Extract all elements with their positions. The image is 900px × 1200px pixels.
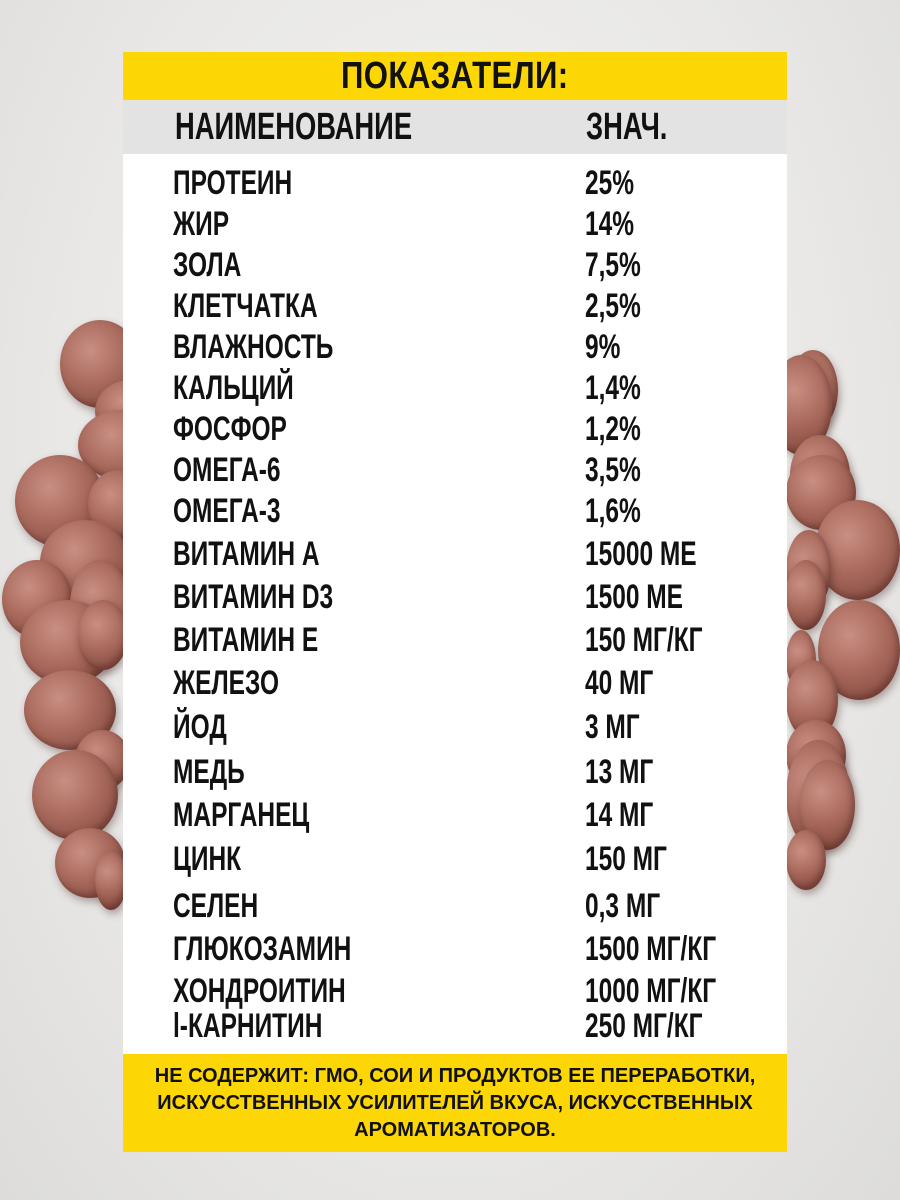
- row-name: ВЛАЖНОСТЬ: [173, 328, 334, 366]
- row-name: ЖИР: [173, 205, 230, 243]
- table-row: [123, 664, 787, 704]
- table-row: [123, 246, 787, 286]
- table-row: [123, 328, 787, 368]
- row-name: МЕДЬ: [173, 753, 245, 791]
- footer-bar: [123, 1054, 787, 1152]
- row-value: 2,5%: [585, 287, 641, 325]
- row-value: 0,3 МГ: [585, 887, 661, 925]
- row-value: 13 МГ: [585, 753, 654, 791]
- row-name: ЗОЛА: [173, 246, 242, 284]
- table-row: [123, 535, 787, 575]
- row-name: ЦИНК: [173, 840, 242, 878]
- table-row: [123, 492, 787, 532]
- row-value: 25%: [585, 164, 635, 202]
- table-row: [123, 1007, 787, 1047]
- row-name: ПРОТЕИН: [173, 164, 293, 202]
- table-row: [123, 410, 787, 450]
- treat-chip: [786, 830, 826, 890]
- row-name: МАРГАНЕЦ: [173, 796, 310, 834]
- row-name: l-КАРНИТИН: [173, 1007, 323, 1045]
- row-value: 3 МГ: [585, 708, 640, 746]
- table-header: [123, 100, 787, 154]
- row-name: ОМЕГА-3: [173, 492, 281, 530]
- row-name: ФОСФОР: [173, 410, 287, 448]
- row-name: СЕЛЕН: [173, 887, 259, 925]
- row-name: ВИТАМИН D3: [173, 578, 334, 616]
- row-name: ЙОД: [173, 708, 227, 746]
- column-header-value: ЗНАЧ.: [586, 106, 668, 148]
- table-row: [123, 164, 787, 204]
- table-row: [123, 753, 787, 793]
- row-value: 9%: [585, 328, 621, 366]
- row-name: ВИТАМИН Е: [173, 621, 319, 659]
- column-header-name: НАИМЕНОВАНИЕ: [175, 106, 413, 148]
- row-value: 7,5%: [585, 246, 641, 284]
- footer-line: НЕ СОДЕРЖИТ: ГМО, СОИ И ПРОДУКТОВ ЕЕ ПЕРЕРАБОТКИ,: [154, 1064, 756, 1087]
- footer-note: [135, 1063, 775, 1144]
- table-row: [123, 369, 787, 409]
- row-value: 40 МГ: [585, 664, 654, 702]
- row-name: ГЛЮКОЗАМИН: [173, 930, 352, 968]
- treat-chip: [78, 600, 128, 670]
- table-row: [123, 708, 787, 748]
- row-name: ХОНДРОИТИН: [173, 972, 346, 1010]
- row-value: 1,6%: [585, 492, 641, 530]
- table-row: [123, 887, 787, 927]
- table-row: [123, 840, 787, 880]
- row-name: КАЛЬЦИЙ: [173, 369, 294, 407]
- row-name: ЖЕЛЕЗО: [173, 664, 280, 702]
- row-name: КЛЕТЧАТКА: [173, 287, 318, 325]
- row-value: 150 МГ/КГ: [585, 621, 703, 659]
- title-bar: [123, 52, 787, 100]
- row-value: 14%: [585, 205, 635, 243]
- table-row: [123, 451, 787, 491]
- row-value: 250 МГ/КГ: [585, 1007, 703, 1045]
- treat-chip: [32, 750, 118, 840]
- footer-line: ИСКУССТВЕННЫХ УСИЛИТЕЛЕЙ ВКУСА, ИСКУССТВЕННЫХ: [157, 1091, 753, 1114]
- row-value: 1500 МЕ: [585, 578, 683, 616]
- row-value: 3,5%: [585, 451, 641, 489]
- row-value: 1000 МГ/КГ: [585, 972, 717, 1010]
- table-row: [123, 287, 787, 327]
- row-value: 1500 МГ/КГ: [585, 930, 717, 968]
- table-row: [123, 621, 787, 661]
- nutrition-card: [123, 52, 787, 1152]
- row-value: 150 МГ: [585, 840, 667, 878]
- row-value: 1,2%: [585, 410, 641, 448]
- table-row: [123, 796, 787, 836]
- row-name: ВИТАМИН А: [173, 535, 320, 573]
- row-value: 1,4%: [585, 369, 641, 407]
- row-value: 15000 МЕ: [585, 535, 697, 573]
- row-value: 14 МГ: [585, 796, 654, 834]
- table-row: [123, 578, 787, 618]
- treat-chip: [786, 560, 826, 630]
- card-title: ПОКАЗАТЕЛИ:: [341, 54, 569, 97]
- footer-line: АРОМАТИЗАТОРОВ.: [354, 1118, 556, 1141]
- table-row: [123, 972, 787, 1012]
- table-row: [123, 205, 787, 245]
- row-name: ОМЕГА-6: [173, 451, 281, 489]
- table-row: [123, 930, 787, 970]
